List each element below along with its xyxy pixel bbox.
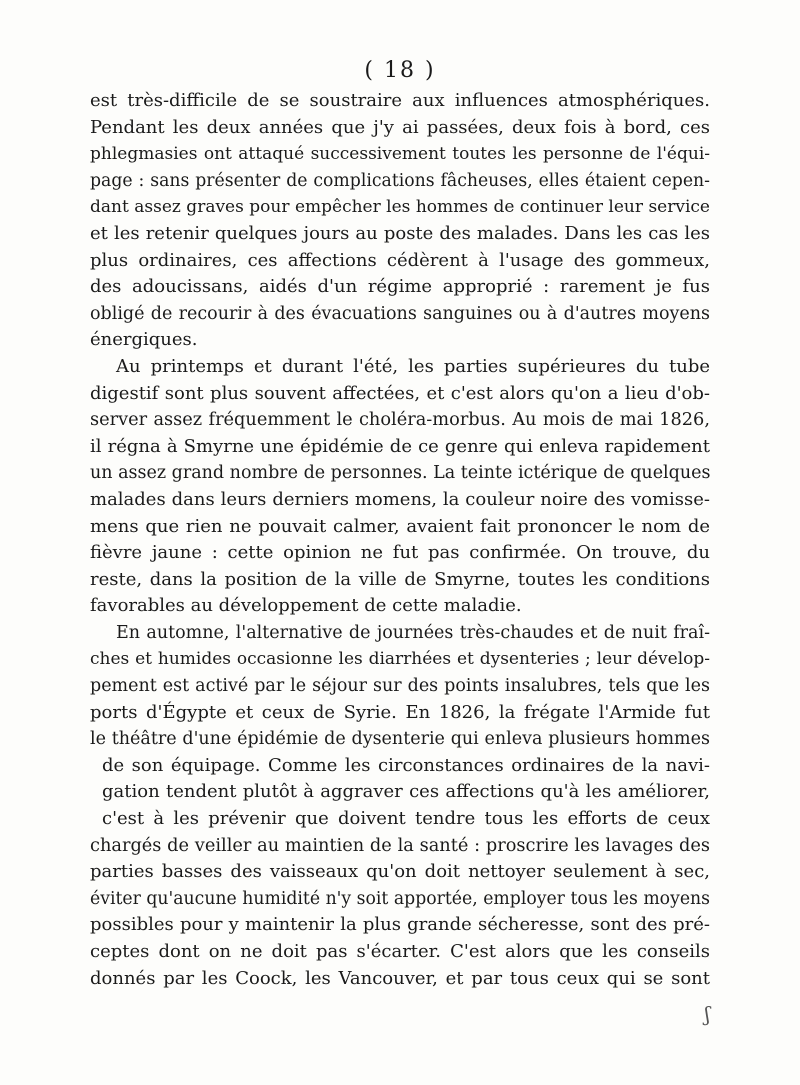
text-line: dant assez graves pour empêcher les hommes de continuer leur service bbox=[90, 197, 710, 218]
text-line: obligé de recourir à des évacuations sanguines ou à d'autres moyens bbox=[90, 303, 710, 324]
text-line: de son équipage. Comme les circonstances ordinaires de la navi- bbox=[102, 754, 710, 776]
body-text bbox=[90, 88, 710, 992]
paragraph-start: Au printemps et durant l'été, les parties supérieures du tube bbox=[116, 355, 710, 377]
page-number: ( 18 ) bbox=[364, 58, 436, 83]
text-line: pement est activé par le séjour sur des points insalubres, tels que les bbox=[90, 676, 710, 697]
ink-mark: ʃ bbox=[704, 1002, 710, 1026]
text-line: Pendant les deux années que j'y ai passées, deux fois à bord, ces bbox=[90, 116, 710, 138]
text-line: ches et humides occasionne les diarrhées et dysenteries ; leur dévelop- bbox=[90, 649, 710, 670]
text-line: phlegmasies ont attaqué successivement toutes les personne de l'équi- bbox=[90, 144, 710, 165]
text-line: un assez grand nombre de personnes. La teinte ictérique de quelques bbox=[90, 463, 711, 484]
text-line: plus ordinaires, ces affections cédèrent à l'usage des gommeux, bbox=[90, 249, 710, 271]
text-line: possibles pour y maintenir la plus grande sécheresse, sont des pré- bbox=[90, 914, 710, 936]
text-line: est très-difficile de se soustraire aux influences atmosphériques. bbox=[90, 90, 710, 111]
text-line: des adoucissans, aidés d'un régime approprié : rarement je fus bbox=[90, 276, 710, 298]
text-line: il régna à Smyrne une épidémie de ce genre qui enleva rapidement bbox=[90, 435, 710, 457]
paragraph-start: En automne, l'alternative de journées très-chaudes et de nuit fraî- bbox=[116, 622, 710, 643]
text-line: fièvre jaune : cette opinion ne fut pas confirmée. On trouve, du bbox=[90, 542, 710, 564]
text-line: gation tendent plutôt à aggraver ces affections qu'à les améliorer, bbox=[102, 781, 710, 803]
text-line: ceptes dont on ne doit pas s'écarter. C'est alors que les conseils bbox=[90, 941, 710, 962]
text-line: et les retenir quelques jours au poste des malades. Dans les cas les bbox=[90, 222, 710, 244]
text-line: énergiques. bbox=[90, 329, 198, 351]
text-line: mens que rien ne pouvait calmer, avaient fait prononcer le nom de bbox=[90, 515, 710, 537]
text-line: favorables au développement de cette maladie. bbox=[90, 595, 522, 617]
text-line: server assez fréquemment le choléra-morbus. Au mois de mai 1826, bbox=[90, 410, 710, 431]
text-line: éviter qu'aucune humidité n'y soit apportée, employer tous les moyens bbox=[90, 888, 710, 909]
text-line: c'est à les prévenir que doivent tendre tous les efforts de ceux bbox=[102, 808, 710, 830]
text-line: digestif sont plus souvent affectées, et c'est alors qu'on a lieu d'ob- bbox=[90, 382, 710, 404]
text-line: reste, dans la position de la ville de Smyrne, toutes les conditions bbox=[90, 568, 710, 590]
text-line: chargés de veiller au maintien de la santé : proscrire les lavages des bbox=[90, 835, 710, 856]
text-line: ports d'Égypte et ceux de Syrie. En 1826, la frégate l'Armide fut bbox=[90, 701, 710, 723]
text-line: malades dans leurs derniers momens, la couleur noire des vomisse- bbox=[90, 488, 710, 510]
text-line: page : sans présenter de complications fâcheuses, elles étaient cepen- bbox=[90, 170, 710, 191]
text-line: le théâtre d'une épidémie de dysenterie qui enleva plusieurs hommes bbox=[90, 729, 710, 750]
text-line: donnés par les Coock, les Vancouver, et par tous ceux qui se sont bbox=[90, 967, 710, 989]
text-line: parties basses des vaisseaux qu'on doit nettoyer seulement à sec, bbox=[90, 861, 710, 883]
